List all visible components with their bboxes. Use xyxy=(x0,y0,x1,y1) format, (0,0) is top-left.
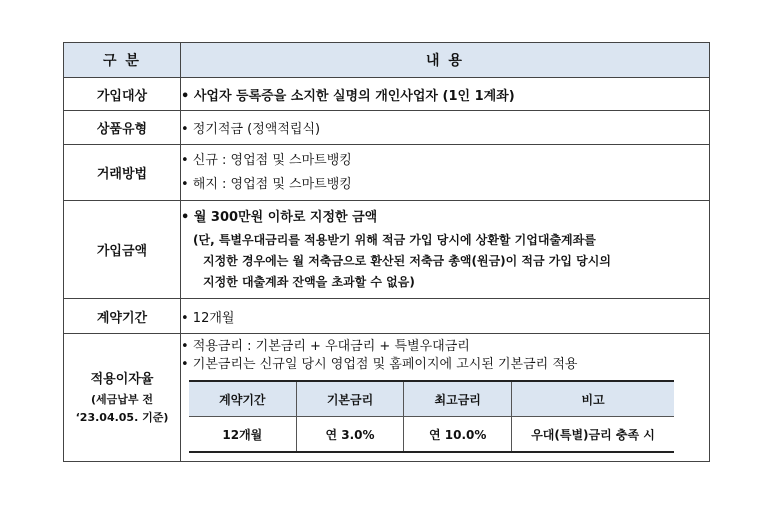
channel-label: 거래방법 xyxy=(64,145,181,201)
channel-content xyxy=(181,145,710,201)
rate-header-max: 최고금리 xyxy=(404,381,512,417)
amount-content xyxy=(181,201,710,299)
rate-content xyxy=(181,334,710,462)
rate-header-note: 비고 xyxy=(512,381,674,417)
term-label: 계약기간 xyxy=(64,299,181,334)
rate-label-sub1: (세금납부 전 xyxy=(91,392,153,406)
header-content: 내 용 xyxy=(181,43,710,78)
product-info-table xyxy=(63,42,710,462)
eligibility-text: • 사업자 등록증을 소지한 실명의 개인사업자 (1인 1계좌) xyxy=(181,78,710,111)
product-type-text: • 정기적금 (정액적립식) xyxy=(181,111,710,145)
rate-header-term: 계약기간 xyxy=(189,381,296,417)
channel-cancel: • 해지 : 영업점 및 스마트뱅킹 xyxy=(181,176,352,192)
amount-label: 가입금액 xyxy=(64,201,181,299)
channel-new: • 신규 : 영업점 및 스마트뱅킹 xyxy=(181,152,352,168)
term-text: • 12개월 xyxy=(181,299,710,334)
eligibility-label: 가입대상 xyxy=(64,78,181,111)
rate-label: 적용이자율 xyxy=(90,371,154,387)
rate-cell-term: 12개월 xyxy=(189,417,296,453)
rate-table xyxy=(189,380,674,453)
rate-cell-base: 연 3.0% xyxy=(296,417,404,453)
rate-label-cell xyxy=(64,334,181,462)
rate-base-note: • 기본금리는 신규일 당시 영업점 및 홈페이지에 고시된 기본금리 적용 xyxy=(181,357,578,372)
product-type-label: 상품유형 xyxy=(64,111,181,145)
rate-label-sub2: ‘23.04.05. 기준) xyxy=(75,410,169,424)
amount-note-2: 지정한 경우에는 월 저축금으로 환산된 저축금 총액(원금)이 적금 가입 당시의 xyxy=(203,254,611,268)
amount-note-3: 지정한 대출계좌 잔액을 초과할 수 없음) xyxy=(203,275,415,289)
rate-formula: • 적용금리 : 기본금리 + 우대금리 + 특별우대금리 xyxy=(181,339,470,354)
rate-cell-max: 연 10.0% xyxy=(404,417,512,453)
header-category: 구 분 xyxy=(64,43,181,78)
amount-main: • 월 300만원 이하로 지정한 금액 xyxy=(181,210,378,225)
rate-header-base: 기본금리 xyxy=(296,381,404,417)
amount-note-1: (단, 특별우대금리를 적용받기 위해 적금 가입 당시에 상환할 기업대출계좌를 xyxy=(193,233,596,247)
rate-cell-note: 우대(특별)금리 충족 시 xyxy=(512,417,674,453)
